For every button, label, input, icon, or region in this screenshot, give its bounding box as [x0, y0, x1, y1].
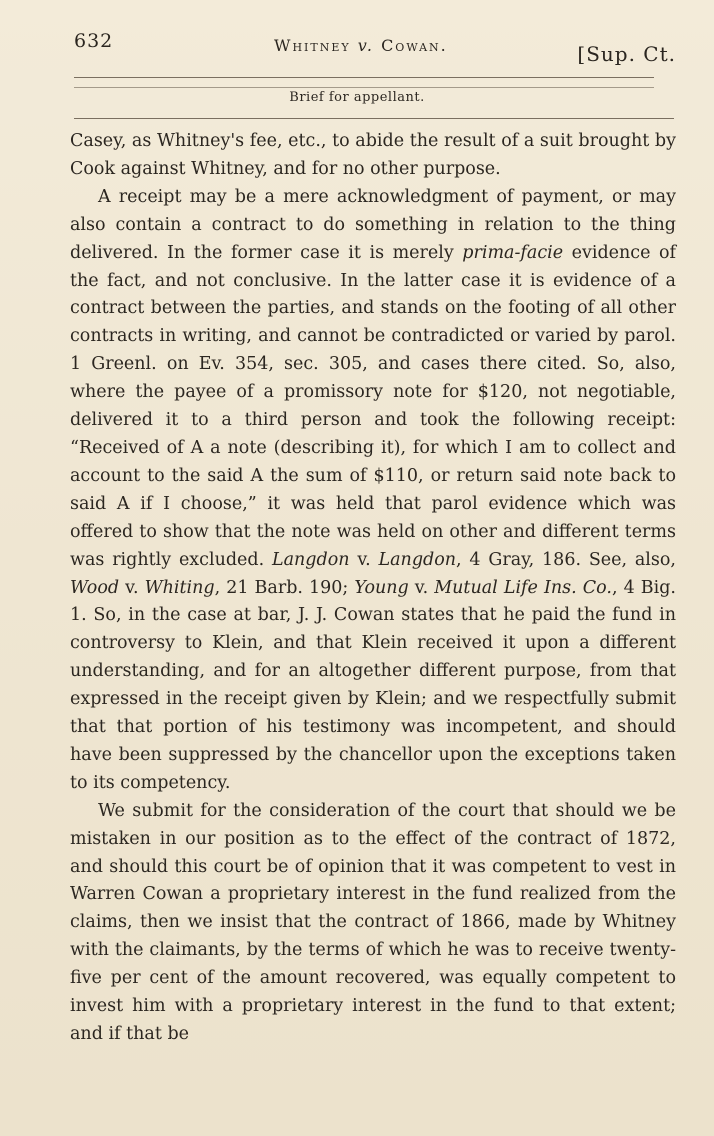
text-run: A receipt may be a mere acknowledgment of payment, or may also contain a contract to do something in relation to the thing delivered. In the former case it is merely — [70, 186, 676, 263]
brief-rule — [74, 118, 674, 119]
court-label: [Sup. Ct. — [577, 42, 676, 66]
text-run: , 21 Barb. 190; — [214, 577, 355, 598]
text-run: v. — [119, 577, 145, 598]
italic-citation: Mutual Life Ins. Co. — [434, 577, 612, 598]
text-run: v. — [408, 577, 435, 598]
italic-citation: Wood — [70, 577, 120, 598]
running-title-v: v. — [357, 36, 374, 55]
italic-citation: Young — [354, 577, 409, 598]
running-title — [274, 36, 448, 55]
page-number: 632 — [74, 30, 114, 52]
italic-citation: prima-facie — [462, 242, 564, 263]
brief-label: Brief for appellant. — [289, 90, 425, 105]
header-rule-top — [74, 77, 654, 78]
header-rule-bottom — [74, 87, 654, 88]
italic-citation: Langdon — [378, 549, 457, 570]
body-text — [70, 128, 676, 1049]
running-title-party2: Cowan. — [381, 36, 448, 55]
running-title-party1: Whitney — [274, 36, 351, 55]
italic-citation: Whiting — [144, 577, 215, 598]
paragraph — [70, 128, 676, 184]
text-run: evidence of the fact, and not conclusive. In the latter case it is evidence of a contract between the parties, and stands on the footing of all other contracts in writing, and cannot be contradicted or varied by parol. 1 Greenl. on Ev. 354, sec. 305, and cases there cited. So, also, where the payee of a promissory note for $120, not negotiable, delivered it to a third person and took the following receipt: “Received of A a note (describing it), for which I am to collect and account to the said A the sum of $110, or return said note back to said A if I choose,” it was held that parol evidence which was offered to show that the note was held on other and different terms was rightly excluded. — [70, 242, 676, 570]
text-run: , 4 Big. 1. So, in the case at bar, J. J. Cowan states that he paid the fund in controversy to Klein, and that Klein received it upon a different understanding, and for an altogether different purpose, from that expressed in the receipt given by Klein; and we respectfully submit that that portion of his testimony was incompetent, and should have been suppressed by the chancellor upon the exceptions taken to its competency. — [70, 577, 676, 793]
text-run: We submit for the consideration of the court that should we be mistaken in our position as to the effect of the contract of 1872, and should this court be of opinion that it was competent to vest in Warren Cowan a proprietary interest in the fund realized from the claims, then we insist that the contract of 1866, made by Whitney with the claimants, by the terms of which he was to receive twenty-five per cent of the amount recovered, was equally competent to invest him with a proprietary interest in the fund to that extent; and if that be — [70, 800, 676, 1044]
italic-citation: Langdon — [271, 549, 350, 570]
text-run: v. — [349, 549, 379, 570]
paragraph — [70, 184, 676, 798]
text-run: , 4 Gray, 186. See, also, — [456, 549, 676, 570]
paragraph — [70, 798, 676, 1049]
page-header — [74, 30, 684, 70]
text-run: Casey, as Whitney's fee, etc., to abide the result of a suit brought by Cook against Whitney, and for no other purpose. — [70, 131, 676, 179]
